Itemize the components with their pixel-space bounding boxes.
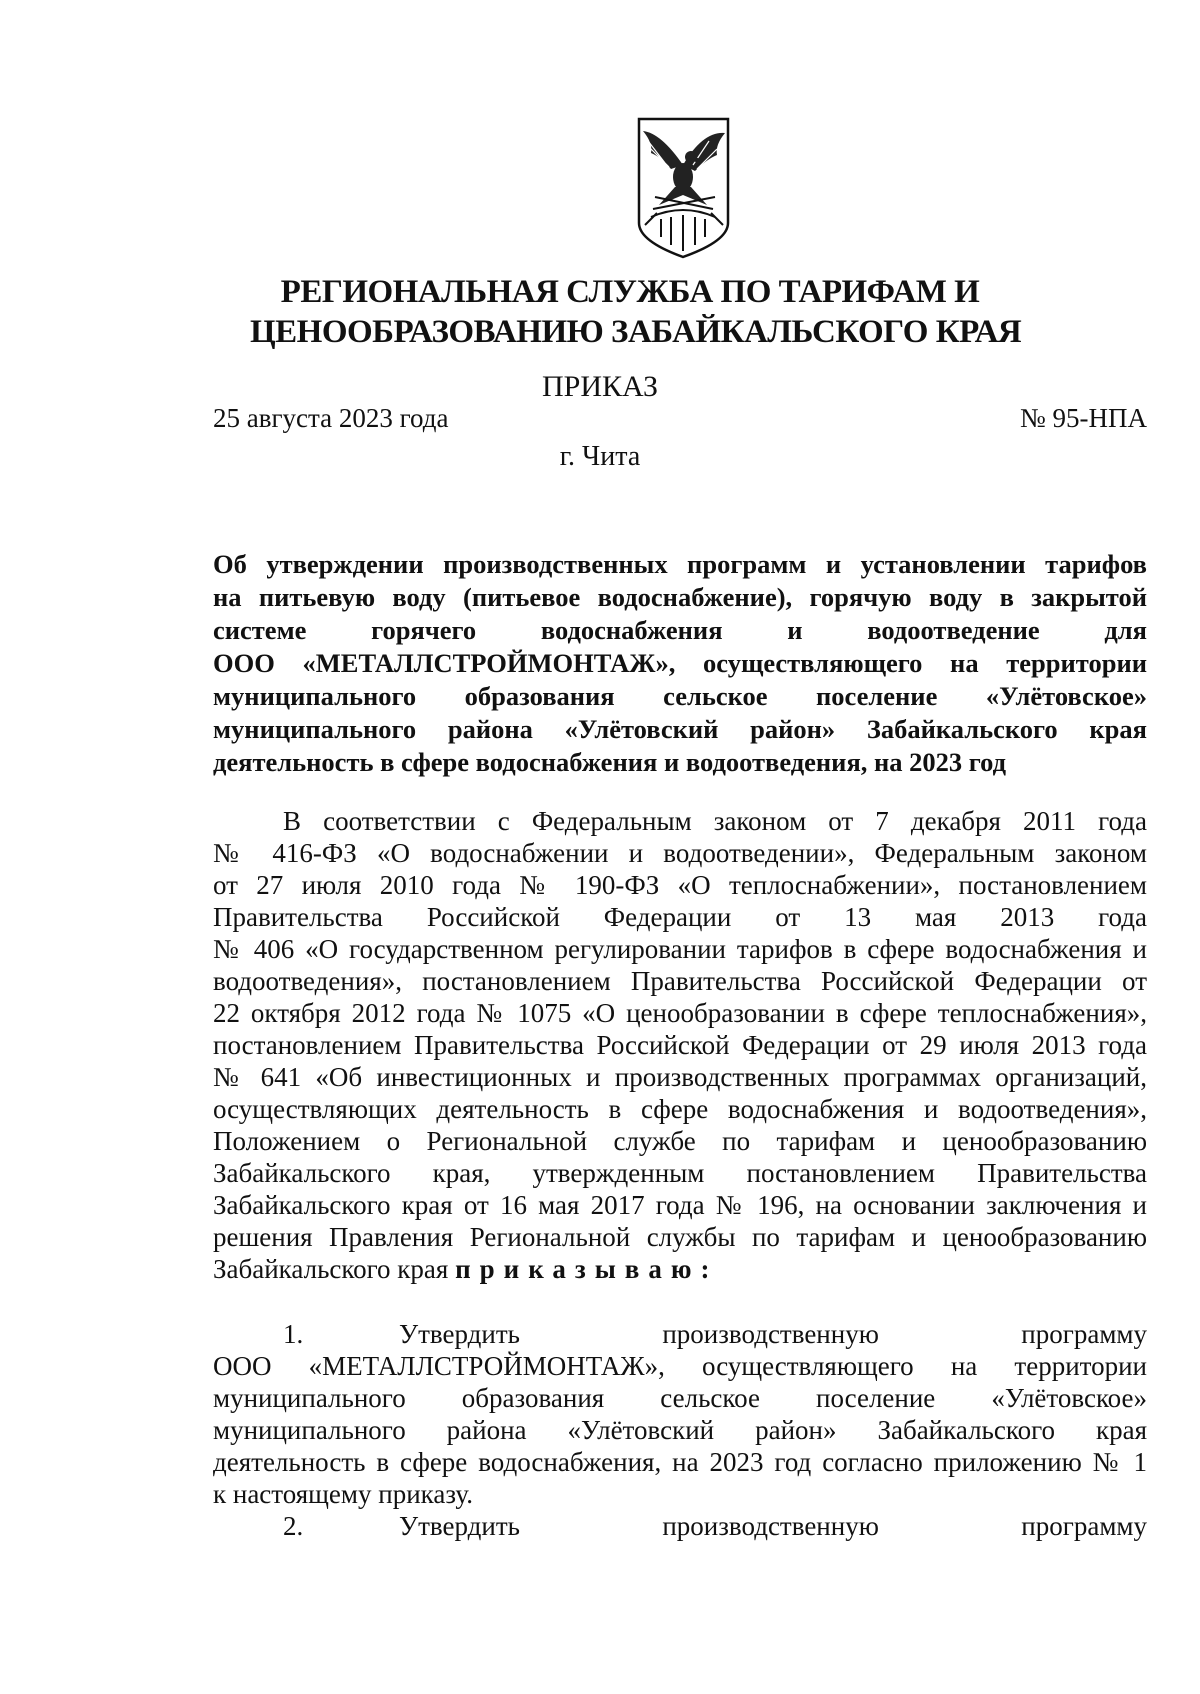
item1-last-line: к настоящему приказу. [213, 1479, 473, 1509]
item1-line: ООО «МЕТАЛЛСТРОЙМОНТАЖ», осуществляющего на территории [213, 1351, 1147, 1381]
preamble-line: В соответствии с Федеральным законом от 7 декабря 2011 года [283, 806, 1147, 836]
heading-line: системе горячего водоснабжения и водоотведение для [213, 615, 1147, 645]
item1-number: 1. [283, 1319, 304, 1349]
organization-title [250, 272, 1022, 352]
preamble-line: Правительства Российской Федерации от 13 мая 2013 года [213, 902, 1147, 932]
item1-first-text: Утвердить производственную программу [399, 1319, 1147, 1349]
order-heading [213, 548, 1147, 779]
document-city: г. Чита [559, 441, 641, 472]
heading-line: деятельность в сфере водоснабжения и водоотведения, на 2023 год [213, 747, 1007, 777]
preamble-line: Забайкальского края, утвержденным постановлением Правительства [213, 1158, 1147, 1188]
preamble-line: водоотведения», постановлением Правительства Российской Федерации от [213, 966, 1147, 996]
coat-of-arms-icon [631, 113, 736, 261]
heading-line: Об утверждении производственных программ и установлении тарифов [213, 549, 1147, 579]
preamble-line: решения Правления Региональной службы по тарифам и ценообразованию [213, 1222, 1147, 1252]
item1-line: муниципального образования сельское поселение «Улётовское» [213, 1383, 1147, 1413]
item2-first-line [213, 1510, 1147, 1542]
organization-title-line1: РЕГИОНАЛЬНАЯ СЛУЖБА ПО ТАРИФАМ И [280, 274, 980, 310]
heading-line: ООО «МЕТАЛЛСТРОЙМОНТАЖ», осуществляющего на территории [213, 648, 1147, 678]
preamble-line: № 416-ФЗ «О водоснабжении и водоотведении», Федеральным законом [213, 838, 1147, 868]
item1-first-line [213, 1318, 1147, 1350]
document-date: 25 августа 2023 года [213, 403, 449, 433]
preamble-line: осуществляющих деятельность в сфере водоснабжения и водоотведения», [213, 1094, 1147, 1124]
item2-first-text: Утвердить производственную программу [399, 1511, 1147, 1541]
item1-line: деятельность в сфере водоснабжения, на 2023 год согласно приложению № 1 [213, 1447, 1147, 1477]
heading-line: муниципального района «Улётовский район» Забайкальского края [213, 714, 1147, 744]
heading-line: на питьевую воду (питьевое водоснабжение), горячую воду в закрытой [213, 582, 1147, 612]
organization-title-line2: ЦЕНООБРАЗОВАНИЮ ЗАБАЙКАЛЬСКОГО КРАЯ [250, 314, 1022, 350]
preamble-line: № 406 «О государственном регулировании тарифов в сфере водоснабжения и [213, 934, 1147, 964]
preamble-line: 22 октября 2012 года № 1075 «О ценообразовании в сфере теплоснабжения», [213, 998, 1147, 1028]
item2-number: 2. [283, 1511, 304, 1541]
preamble-line: Забайкальского края от 16 мая 2017 года № 196, на основании заключения и [213, 1190, 1147, 1220]
preamble [213, 805, 1147, 1285]
item1-line: муниципального района «Улётовский район» Забайкальского края [213, 1415, 1147, 1445]
document-type: ПРИКАЗ [542, 370, 658, 403]
heading-line: муниципального образования сельское поселение «Улётовское» [213, 681, 1147, 711]
order-items [213, 1318, 1147, 1542]
preamble-line: постановлением Правительства Российской Федерации от 29 июля 2013 года [213, 1030, 1147, 1060]
preamble-line: Положением о Региональной службе по тарифам и ценообразованию [213, 1126, 1147, 1156]
preamble-line: от 27 июля 2010 года № 190-ФЗ «О теплоснабжении», постановлением [213, 870, 1147, 900]
order-word: приказываю: [455, 1254, 719, 1284]
preamble-last-line [213, 1253, 1147, 1285]
preamble-line: № 641 «Об инвестиционных и производственных программах организаций, [213, 1062, 1147, 1092]
preamble-last-prefix: Забайкальского края [213, 1254, 456, 1284]
document-number: № 95-НПА [1020, 403, 1147, 433]
